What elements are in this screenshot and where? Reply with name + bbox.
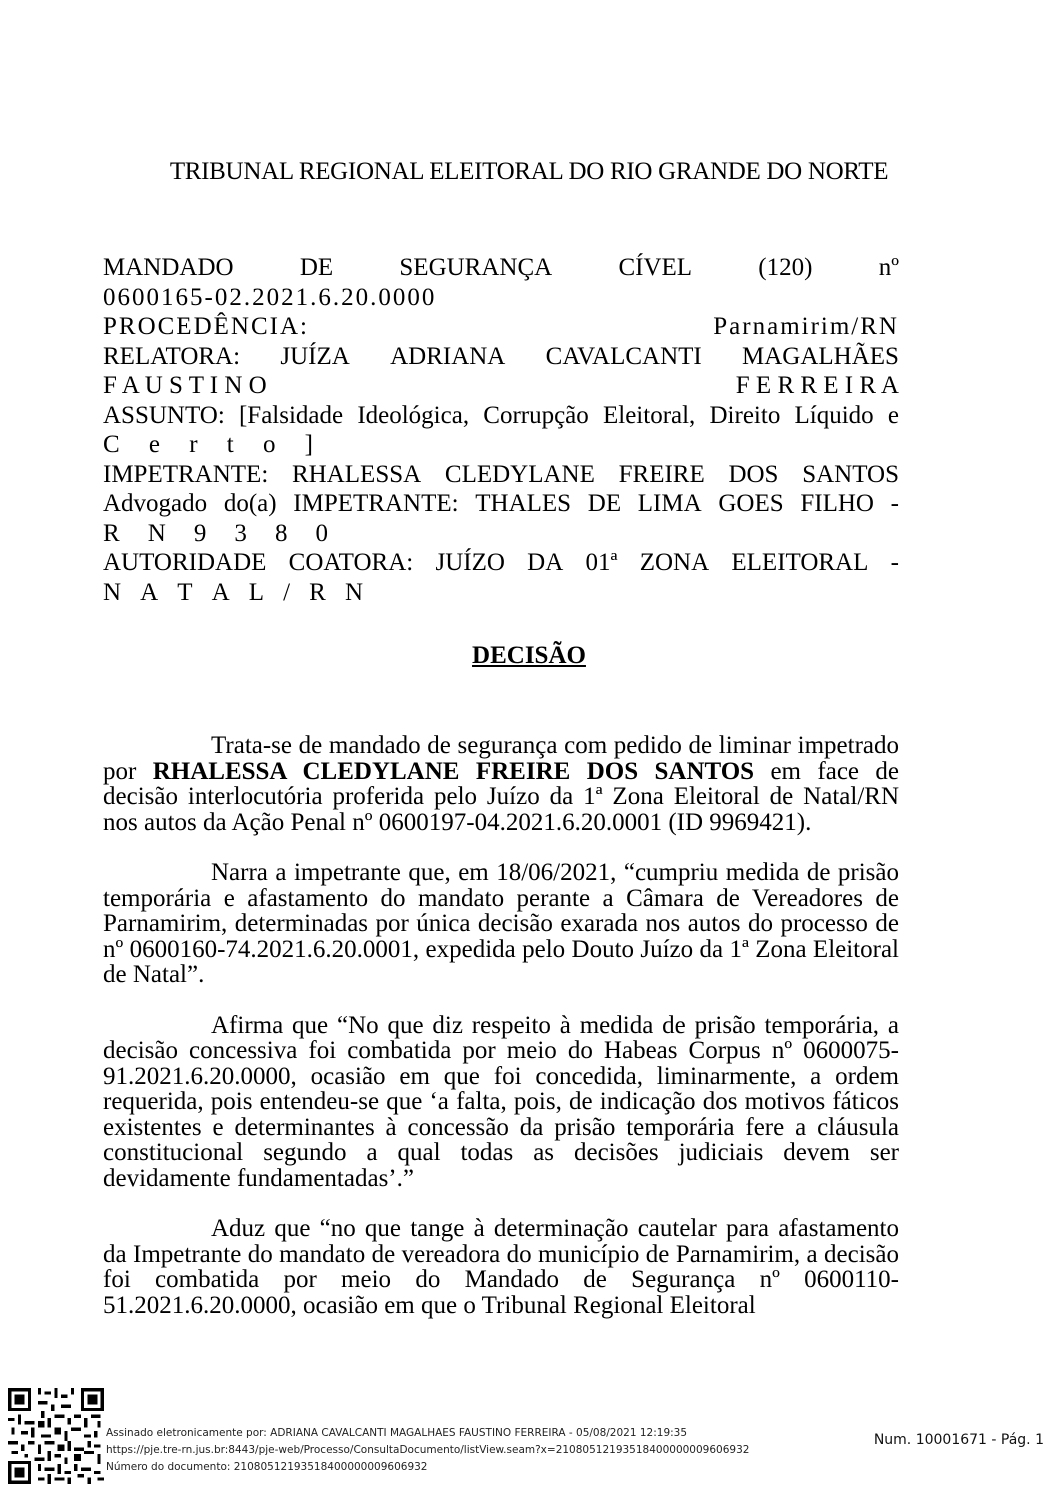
paragraph-text: em face de decisão interlocutória proferida pelo Juízo da 1ª Zona Eleitoral de Natal/RN nos autos da Ação Penal nº 0600197-04.2021.6.20.0001 (ID 9969421).	[103, 757, 899, 836]
header-word: JUÍZO	[435, 549, 505, 576]
header-word: DE	[587, 490, 622, 517]
header-word: CAVALCANTI	[545, 342, 702, 370]
header-line-origin	[103, 312, 899, 342]
header-word: CÍVEL	[618, 254, 693, 281]
paragraph-2: Narra a impetrante que, em 18/06/2021, “cumpriu medida de prisão temporária e afastamento do mandato perante a Câmara de Vereadores de Parnamirim, determinadas por única decisão exarada nos autos do processo de nº 0600160-74.2021.6.20.0001, expedida pelo Douto Juízo da 1ª Zona Eleitoral de Natal”.	[103, 859, 899, 988]
header-word: FILHO	[800, 490, 874, 517]
header-word: Corrupção	[483, 401, 589, 429]
header-word: THALES	[475, 490, 572, 517]
header-word: DOS	[728, 460, 779, 488]
header-word: ELEITORAL	[731, 549, 869, 576]
header-line-lawyer-cont	[103, 519, 328, 549]
paragraph-3: Afirma que “No que diz respeito à medida de prisão temporária, a decisão concessiva foi combatida por meio do Habeas Corpus nº 0600075-91.2021.6.20.0000, ocasião em que foi concedida, liminarmente, a ordem requerida, pois entendeu-se que ‘a falta, pois, de indicação dos motivos fáticos existentes e determinantes à concessão da prisão temporária fere a cláusula constitucional segundo a qual todas as decisões judiciais devem ser devidamente fundamentadas’.”	[103, 1011, 899, 1192]
petitioner-name: RHALESSA CLEDYLANE FREIRE DOS SANTOS	[152, 757, 755, 785]
header-word: ADRIANA	[390, 342, 506, 370]
qr-code-icon	[8, 1388, 104, 1484]
header-word: RHALESSA	[292, 460, 422, 488]
header-word: FREIRE	[618, 460, 705, 488]
case-number: 0600165-02.2021.6.20.0000	[103, 283, 437, 311]
signature-signer: Assinado eletronicamente por: ADRIANA CAVALCANTI MAGALHAES FAUSTINO FERREIRA - 05/08/2021 12:19:35	[106, 1427, 688, 1439]
header-word: CLEDYLANE	[444, 460, 595, 488]
header-line-case-number	[103, 283, 899, 313]
header-word: ASSUNTO:	[103, 401, 225, 429]
header-word: 3	[234, 519, 247, 547]
decision-title: DECISÃO	[472, 642, 586, 669]
header-word: MAGALHÃES	[742, 342, 899, 370]
court-name: TRIBUNAL REGIONAL ELEITORAL DO RIO GRANDE DO NORTE	[169, 158, 889, 185]
signature-block	[106, 1425, 749, 1476]
header-word: R	[309, 578, 326, 606]
header-word: IMPETRANTE:	[293, 490, 459, 517]
header-word: LIMA	[637, 490, 702, 517]
signature-footer	[0, 1385, 1058, 1485]
header-line-authority-cont	[103, 578, 363, 608]
paragraph-1	[103, 733, 899, 835]
signature-url[interactable]: https://pje.tre-rn.jus.br:8443/pje-web/Processo/ConsultaDocumento/listView.seam?x=21080512193518400000009606932	[106, 1444, 750, 1456]
header-word: C	[103, 431, 120, 458]
header-word: nº	[878, 254, 899, 281]
header-word: Líquido	[794, 401, 874, 429]
header-word: do(a)	[223, 490, 277, 517]
header-word: r	[189, 431, 198, 458]
header-word: e	[887, 401, 899, 429]
header-line-petitioner	[103, 460, 899, 490]
paragraph-4: Aduz que “no que tange à determinação cautelar para afastamento da Impetrante do mandato de vereadora do município de Parnamirim, a decisão foi combatida por meio do Mandado de Segurança nº 0600110-51.2021.6.20.0000, ocasião em que o Tribunal Regional Eleitoral	[103, 1215, 899, 1319]
header-word: N	[344, 578, 363, 606]
header-word: Direito	[709, 401, 781, 429]
header-word: JUÍZA	[280, 342, 350, 370]
header-word: Ideológica,	[357, 401, 470, 429]
header-word: t	[226, 431, 234, 458]
header-word: -	[890, 490, 899, 517]
header-word: 9	[193, 519, 207, 547]
header-word: A	[211, 578, 230, 606]
header-word: A	[140, 578, 159, 606]
header-word: [Falsidade	[238, 401, 344, 429]
header-word: 0	[315, 519, 328, 547]
header-line-rapporteur-cont	[103, 371, 899, 401]
header-word: T	[177, 578, 193, 606]
header-word: R	[103, 519, 120, 547]
header-word: PROCEDÊNCIA:	[103, 313, 309, 340]
decision-body	[103, 733, 899, 1343]
header-word: COATORA:	[288, 549, 414, 576]
header-word: -	[890, 549, 899, 576]
header-line-authority	[103, 548, 899, 578]
header-word: DE	[299, 254, 334, 281]
header-word: Eleitoral,	[602, 401, 696, 429]
header-word: IMPETRANTE:	[103, 460, 269, 488]
header-line-lawyer	[103, 489, 899, 519]
header-word: N	[147, 519, 166, 547]
header-word: RELATORA:	[103, 342, 241, 370]
header-word: DA	[527, 549, 564, 576]
header-word: 8	[274, 519, 288, 547]
header-word: ]	[304, 431, 313, 458]
header-word: ZONA	[639, 549, 710, 576]
header-word: o	[262, 431, 276, 458]
header-line-rapporteur	[103, 342, 899, 372]
header-line-case-type	[103, 253, 899, 283]
header-line-subject	[103, 401, 899, 431]
header-word: F E R R E I R A	[735, 372, 899, 399]
case-header	[103, 253, 899, 607]
header-word: e	[148, 431, 161, 458]
header-word: L	[248, 578, 265, 606]
page-number: Num. 10001671 - Pág. 1	[873, 1432, 1044, 1448]
header-line-subject-cont	[103, 430, 313, 460]
header-word: F A U S T I N O	[103, 372, 267, 399]
paragraph-text: Trata-se de mandado de segurança com pedido de liminar impetrado por	[103, 732, 899, 785]
header-word: Advogado	[103, 490, 208, 517]
signature-doc-number: Número do documento: 21080512193518400000009606932	[106, 1461, 428, 1473]
header-word: (120)	[758, 254, 813, 281]
header-word: /	[283, 578, 291, 606]
header-word: 01ª	[585, 549, 618, 576]
header-word: MANDADO	[103, 254, 234, 281]
header-word: AUTORIDADE	[103, 549, 267, 576]
header-word: N	[103, 578, 122, 606]
header-word: SEGURANÇA	[399, 254, 553, 281]
header-word: SANTOS	[802, 460, 899, 488]
header-word: GOES	[718, 490, 784, 517]
header-word: Parnamirim/RN	[713, 313, 899, 340]
